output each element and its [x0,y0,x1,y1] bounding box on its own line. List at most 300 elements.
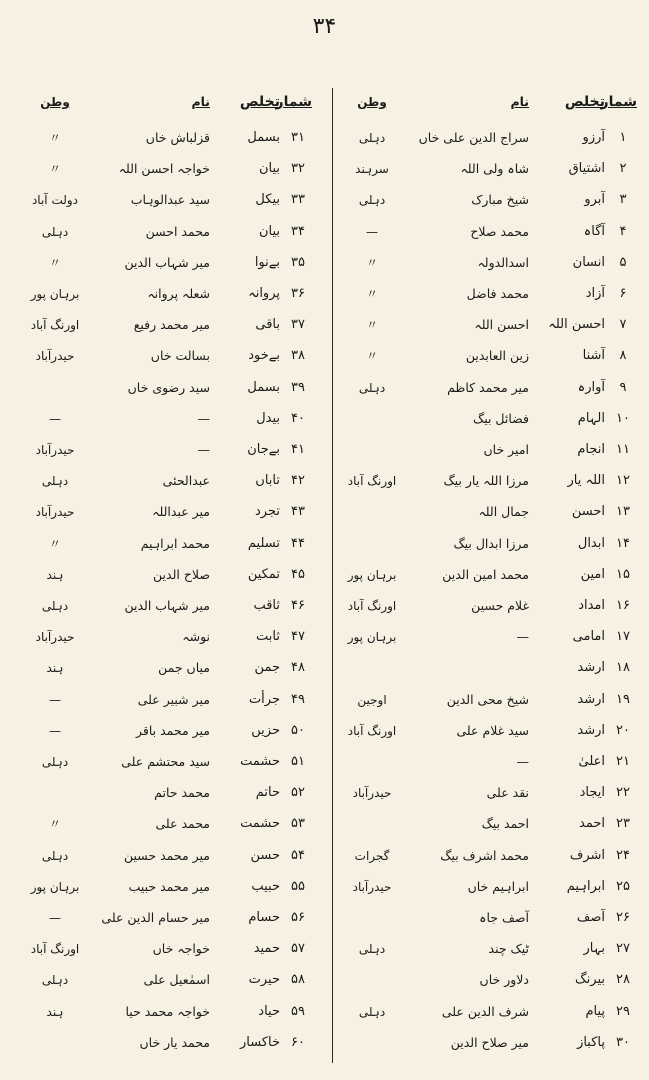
row-number: ۴۸ [291,660,305,676]
row-watan: — [49,692,61,707]
row-takhallus: تجرد [255,504,280,520]
table-row [20,1028,320,1058]
header-number: شمار [600,94,637,110]
row-name: محمد علی [155,816,210,832]
row-name: شاہ ولی اللہ [460,161,529,177]
row-name: شعلہ پروانہ [147,286,210,301]
column-divider [332,88,333,1063]
table-row [339,373,639,403]
row-number: ۱۴ [616,535,630,551]
row-name: محمد فاضل [466,286,529,301]
row-takhallus: حسام [248,910,280,925]
row-watan: حیدرآباد [35,443,75,457]
row-takhallus: انجام [577,442,605,457]
row-watan [339,497,405,527]
table-row [20,435,320,465]
row-watan: اورنگ آباد [347,599,397,613]
row-takhallus: آگاہ [583,223,605,239]
row-name: میر محمد باقر [135,722,210,738]
row-name: محمد امین الدین [442,566,529,582]
table-row [339,591,639,621]
table-row [339,341,639,371]
row-name: اسمٰعیل علی [143,972,210,988]
header-name: نام [510,94,529,109]
row-takhallus: پیام [585,1003,605,1019]
table-row [20,841,320,871]
table-row [339,560,639,590]
row-watan: دہلی [41,755,69,769]
row-watan: حیدرآباد [35,630,75,645]
table-row [20,747,320,777]
header-name: نام [191,94,210,109]
table-row [339,404,639,434]
table-row [339,934,639,964]
row-name: میاں جمن [158,660,210,676]
table-row [20,560,320,590]
row-takhallus: امین [580,566,605,582]
table-left [20,85,320,1050]
table-row [20,778,320,808]
row-takhallus: باقی [255,317,280,333]
table-row [339,248,639,278]
row-takhallus: امامی [572,629,605,645]
row-number: ۲۴ [616,847,630,863]
row-watan [20,1028,90,1058]
row-name: اسدالدولہ [477,254,529,270]
row-takhallus: اعلیٰ [578,754,605,769]
row-takhallus: اللہ یار [567,473,605,489]
row-number: ۴۷ [291,629,305,645]
table-row [20,217,320,247]
row-number: ۴۳ [291,504,305,520]
row-number: ۷ [619,317,627,333]
table-row [20,622,320,652]
row-takhallus: حشمت [240,754,280,769]
row-watan: 〃 [365,287,378,301]
row-takhallus: ابدال [577,535,605,551]
row-takhallus: امداد [578,598,605,613]
row-takhallus: ابراہیم [566,878,605,894]
row-name: محمد اشرف بیگ [440,847,529,863]
row-name: احمد بیگ [481,816,529,832]
row-number: ۱۷ [616,629,630,645]
table-row [20,872,320,902]
row-name: عبدالحئی [162,473,210,489]
row-watan: دہلی [358,942,386,957]
table-row [20,716,320,746]
row-watan: اوجین [357,692,387,707]
row-number: ۲۸ [616,972,630,988]
table-row [339,997,639,1027]
row-takhallus: تسلیم [247,535,280,551]
row-name: فضائل بیگ [473,410,529,426]
row-takhallus: بےنوا [254,254,280,270]
row-takhallus: احسن اللہ [548,317,605,333]
row-takhallus: ارشد [577,660,605,676]
row-number: ۴۴ [291,535,305,551]
row-name: ٹیک چند [488,941,529,957]
table-header-left [20,85,320,119]
row-number: ۱۲ [616,473,630,489]
table-row [20,404,320,434]
row-takhallus: الہام [577,410,605,426]
row-name: امیر خاں [483,442,529,457]
row-watan: دہلی [41,474,69,489]
header-number: شمار [275,94,312,110]
row-name: میر صلاح الدین [450,1034,529,1050]
row-number: ۳۹ [291,379,305,395]
row-takhallus: آصف [576,910,605,925]
header-takhallus: تخلص [564,94,605,110]
row-number: ۹ [619,379,627,395]
row-watan: حیدرآباد [35,505,75,520]
row-number: ۵۳ [291,816,305,832]
row-watan: — [49,723,61,738]
row-takhallus: انسان [572,254,605,270]
row-takhallus: پاکباز [577,1034,605,1050]
table-row [20,248,320,278]
row-name: میر محمد کاظم [447,379,529,395]
table-row [339,653,639,683]
row-takhallus: حاتم [255,785,280,801]
row-name: محمد ابراہیم [140,535,210,551]
row-watan [339,529,405,559]
row-watan: 〃 [48,817,61,832]
row-watan: دہلی [41,848,69,863]
row-number: ۵ [619,254,627,270]
row-takhallus: حسن [250,847,280,863]
row-number: ۸ [619,348,627,364]
table-right [339,85,639,1050]
table-row [20,185,320,215]
table-row [339,841,639,871]
row-name: شیخ محی الدین [446,691,529,707]
row-name: آصف جاہ [479,910,529,925]
header-watan: وطن [40,95,70,109]
row-watan [339,809,405,839]
row-number: ۶۰ [291,1034,305,1050]
row-number: ۴۹ [291,691,305,707]
row-name: محمد حاتم [154,785,210,801]
table-row [339,747,639,777]
row-name: میر شہاب الدین [124,254,210,270]
row-number: ۵۰ [291,722,305,738]
row-watan: 〃 [365,318,378,333]
row-takhallus: جمن [254,660,280,676]
row-number: ۲۶ [616,910,630,925]
row-watan: دہلی [358,1004,386,1019]
row-takhallus: آوارہ [577,379,605,395]
row-watan: ہند [46,1004,64,1019]
row-takhallus: خاکسار [239,1034,280,1050]
table-row [20,965,320,995]
row-number: ۲۵ [616,878,630,894]
row-number: ۴۰ [291,410,305,426]
row-number: ۲ [619,161,627,177]
row-takhallus: آزاد [585,286,605,301]
row-name: احسن اللہ [474,317,529,333]
row-takhallus: حمید [253,941,280,957]
row-number: ۲۹ [616,1003,630,1019]
row-watan: سرہند [355,162,389,177]
row-watan: گجرات [354,848,390,863]
row-number: ۵۶ [291,910,305,925]
row-takhallus: پروانہ [248,286,280,301]
row-takhallus: بسمل [247,130,280,145]
table-row [339,1028,639,1058]
table-row [20,591,320,621]
row-watan: دہلی [41,599,69,613]
table-row [20,154,320,184]
table-row [339,872,639,902]
row-number: ۱۵ [616,566,630,582]
row-watan [339,965,405,995]
row-number: ۴ [619,223,627,239]
table-row [20,997,320,1027]
table-row [339,716,639,746]
table-row [339,622,639,652]
row-number: ۲۷ [616,941,630,957]
row-watan: برہان پور [30,287,80,301]
row-number: ۵۹ [291,1003,305,1019]
row-takhallus: تاباں [255,473,280,489]
row-name: خواجہ احسن اللہ [118,161,210,177]
row-takhallus: اشتیاق [568,161,605,177]
row-takhallus: آشنا [582,348,605,364]
row-number: ۳۵ [291,254,305,270]
row-watan: برہان پور [347,567,397,582]
row-name: محمد یار خاں [139,1034,210,1050]
row-name: سید محتشم علی [121,754,210,769]
table-row [20,497,320,527]
row-name: — [516,754,529,769]
table-row [20,279,320,309]
row-watan: دہلی [41,224,69,239]
row-takhallus: ثاقب [253,598,280,613]
row-watan: اورنگ آباد [347,474,397,489]
row-watan: 〃 [365,349,378,364]
row-name: بسالت خاں [150,348,210,364]
row-name: — [197,442,210,457]
row-number: ۳۱ [291,130,305,145]
row-watan: اورنگ آباد [30,318,80,333]
row-takhallus: اشرف [569,847,605,863]
row-takhallus: آبرو [584,192,605,208]
table-row [339,529,639,559]
row-number: ۳۴ [291,223,305,239]
row-name: سراج الدین علی خاں [418,130,529,145]
row-name: نوشہ [182,629,210,645]
row-name: — [516,629,529,645]
row-number: ۵۲ [291,785,305,801]
table-row [339,809,639,839]
row-name: میر محمد حبیب [128,878,210,894]
table-row [339,685,639,715]
table-row [339,965,639,995]
row-name: قزلباش خاں [145,130,210,145]
row-number: ۱۶ [616,598,630,613]
row-watan: — [366,224,378,239]
row-number: ۵۵ [291,878,305,894]
row-name: نقد علی [486,785,529,801]
row-takhallus: احسن [571,504,605,520]
row-name: مرزا ابدال بیگ [453,535,529,551]
table-row [20,123,320,153]
row-takhallus: احمد [579,816,605,832]
row-name: میر شہاب الدین [124,598,210,613]
row-name: محمد احسن [145,223,210,239]
table-row [20,341,320,371]
row-number: ۳ [619,192,627,208]
table-row [339,123,639,153]
row-name: خواجہ محمد حیا [125,1003,210,1019]
row-watan: — [49,911,61,925]
row-number: ۱۸ [616,660,630,676]
row-name: مرزا اللہ یار بیگ [443,473,529,489]
row-number: ۲۱ [616,754,630,769]
row-number: ۱۰ [616,410,630,426]
row-name: سید غلام علی [456,722,529,738]
row-watan: ہند [46,567,64,582]
row-watan [339,747,405,777]
row-watan: حیدرآباد [352,879,392,894]
row-name: صلاح الدین [153,566,210,582]
row-name: محمد صلاح [470,223,529,239]
row-name: سید عبدالوہاب [130,192,210,208]
row-number: ۴۵ [291,566,305,582]
row-takhallus: ایجاد [579,785,605,801]
table-row [20,809,320,839]
row-name: جمال اللہ [478,504,529,520]
row-number: ۱۳ [616,504,630,520]
row-number: ۱ [619,130,627,145]
table-header-right [339,85,639,119]
row-name: دلاور خاں [479,972,529,988]
row-takhallus: بےخود [248,348,280,364]
row-name: میر محمد رفیع [133,317,210,333]
row-name: زین العابدین [465,348,529,364]
row-takhallus: بہار [583,941,605,957]
row-watan [339,903,405,933]
row-watan: اورنگ آباد [30,942,80,957]
row-number: ۱۱ [616,442,630,457]
row-watan: 〃 [365,255,378,270]
row-watan: — [49,411,61,426]
table-row [20,685,320,715]
row-name [407,653,529,683]
row-number: ۲۰ [616,722,630,738]
row-takhallus: بسمل [247,379,280,395]
row-watan: اورنگ آباد [347,723,397,738]
row-watan [20,373,90,403]
row-watan: 〃 [48,131,61,145]
row-number: ۳۶ [291,286,305,301]
row-watan: دہلی [358,131,386,145]
row-watan: حیدرآباد [352,786,392,801]
table-row [339,185,639,215]
row-takhallus: ارشد [577,722,605,738]
table-row [339,778,639,808]
row-takhallus: بیکل [255,192,280,208]
row-number: ۱۹ [616,691,630,707]
row-takhallus: ارشد [577,691,605,707]
row-takhallus: حیرت [248,972,280,988]
table-row [339,217,639,247]
page-number: ۳۴ [312,14,337,39]
row-takhallus: ثابت [256,629,280,645]
table-row [339,310,639,340]
row-watan [339,653,405,683]
row-takhallus: حبیب [251,878,280,894]
row-watan: دولت آباد [31,193,79,208]
row-number: ۳۰ [616,1034,630,1050]
row-number: ۵۴ [291,847,305,863]
table-row [339,279,639,309]
table-row [20,310,320,340]
table-row [20,466,320,496]
row-number: ۲۲ [616,785,630,801]
row-watan: حیدرآباد [35,349,75,364]
table-row [20,373,320,403]
row-number: ۴۲ [291,473,305,489]
table-row [339,497,639,527]
row-number: ۳۲ [291,161,305,177]
row-watan [339,435,405,465]
header-takhallus: تخلص [239,94,280,110]
row-number: ۴۶ [291,598,305,613]
table-row [20,653,320,683]
row-watan: برہان پور [30,879,80,894]
table-row [339,466,639,496]
row-takhallus: بیدل [256,410,280,426]
row-name: ابراہیم خاں [467,878,529,894]
row-watan: 〃 [48,255,61,270]
table-row [339,435,639,465]
table-row [339,154,639,184]
row-name: — [197,410,210,426]
row-takhallus: آرزو [582,130,605,145]
table-row [20,529,320,559]
row-number: ۳۷ [291,317,305,333]
row-takhallus: حیاد [258,1003,280,1019]
row-watan: برہان پور [347,630,397,645]
row-number: ۲۳ [616,816,630,832]
row-name: میر شبیر علی [137,691,210,707]
header-watan: وطن [357,95,387,109]
row-name: شرف الدین علی [441,1003,529,1019]
row-name: غلام حسین [471,598,529,613]
row-watan: 〃 [48,536,61,551]
row-watan: دہلی [41,973,69,988]
row-name: شیخ مبارک [471,192,529,208]
row-watan: دہلی [358,193,386,208]
row-number: ۵۱ [291,754,305,769]
row-name: سید رضوی خاں [127,379,210,395]
row-takhallus: بیان [258,161,280,177]
row-watan: 〃 [48,162,61,177]
row-watan [339,1028,405,1058]
row-name: میر عبداللہ [152,504,210,520]
row-takhallus: بےجان [247,442,280,457]
row-watan: ہند [46,661,64,676]
row-name: میر محمد حسین [123,847,210,863]
row-takhallus: بیان [258,223,280,239]
row-number: ۶ [619,286,627,301]
table-row [20,934,320,964]
row-takhallus: حشمت [240,816,280,832]
row-takhallus: بیرنگ [575,972,605,988]
row-watan [339,404,405,434]
